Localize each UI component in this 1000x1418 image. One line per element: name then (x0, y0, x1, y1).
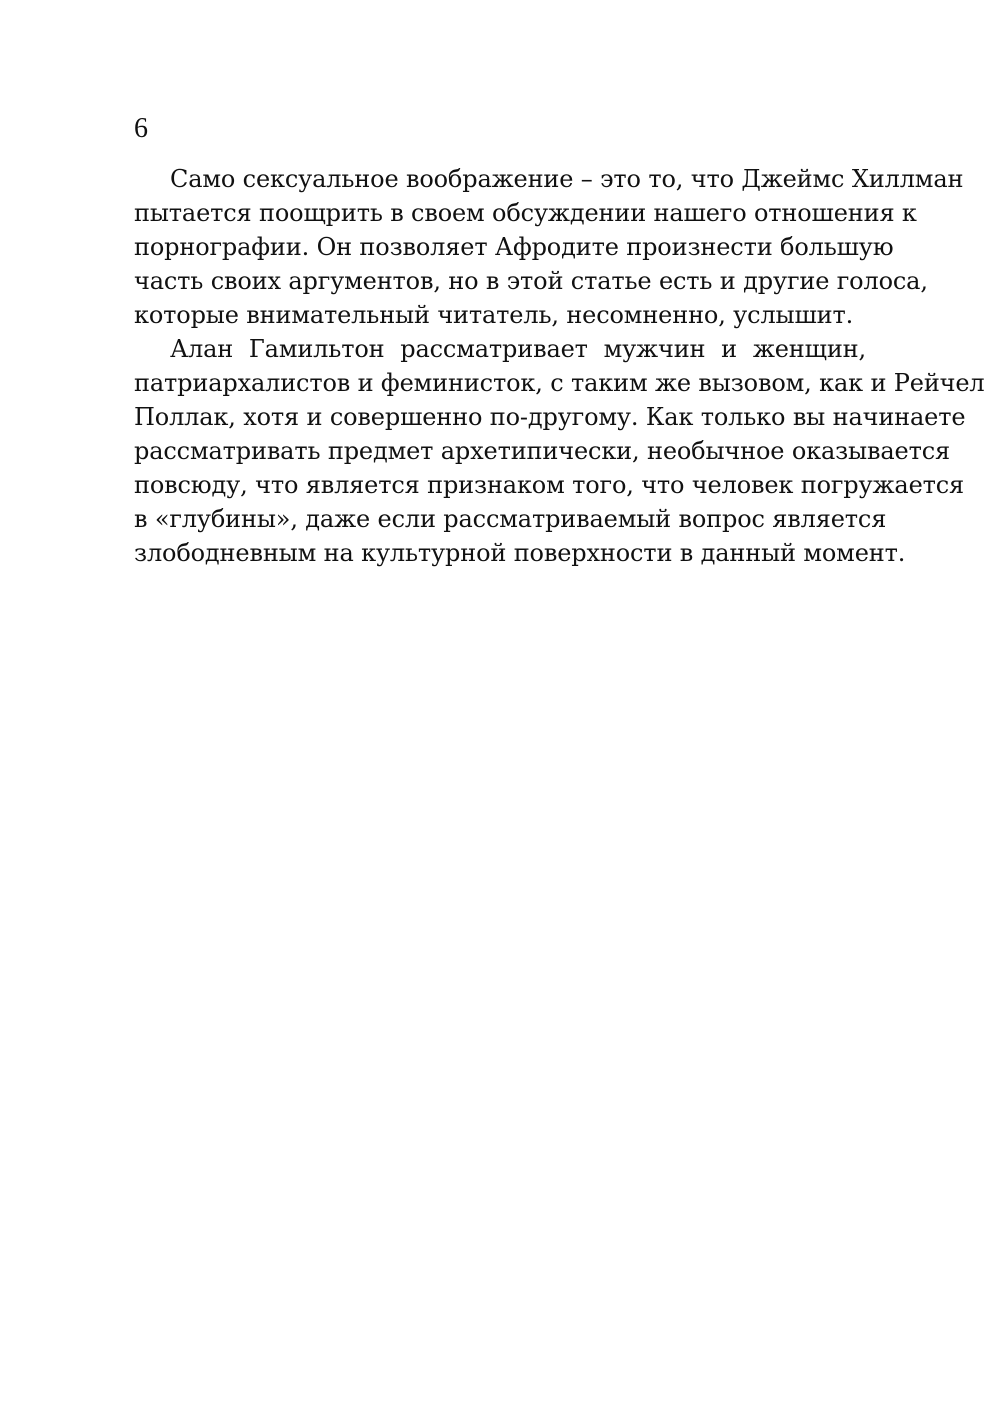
text-line: Само сексуальное воображение – это то, что Джеймс Хиллман (170, 165, 964, 193)
text-line: порнографии. Он позволяет Афродите произнести большую (134, 233, 894, 261)
text-line: которые внимательный читатель, несомненно, услышит. (134, 301, 854, 329)
text-line: часть своих аргументов, но в этой статье есть и другие голоса, (134, 267, 928, 295)
text-line: пытается поощрить в своем обсуждении нашего отношения к (134, 199, 917, 227)
text-line: Поллак, хотя и совершенно по-другому. Как только вы начинаете (134, 403, 966, 431)
body-text (134, 162, 985, 570)
text-line: патриархалистов и феминисток, с таким же вызовом, как и Рейчел (134, 369, 985, 397)
page-number: 6 (134, 113, 148, 144)
paragraph-1 (134, 162, 964, 332)
text-line: Алан Гамильтон рассматривает мужчин и женщин, (170, 335, 866, 363)
text-line: в «глубины», даже если рассматриваемый вопрос является (134, 505, 887, 533)
text-line: повсюду, что является признаком того, что человек погружается (134, 471, 965, 499)
paragraph-2 (134, 332, 985, 570)
text-line: рассматривать предмет архетипически, необычное оказывается (134, 437, 950, 465)
text-line: злободневным на культурной поверхности в данный момент. (134, 539, 906, 567)
